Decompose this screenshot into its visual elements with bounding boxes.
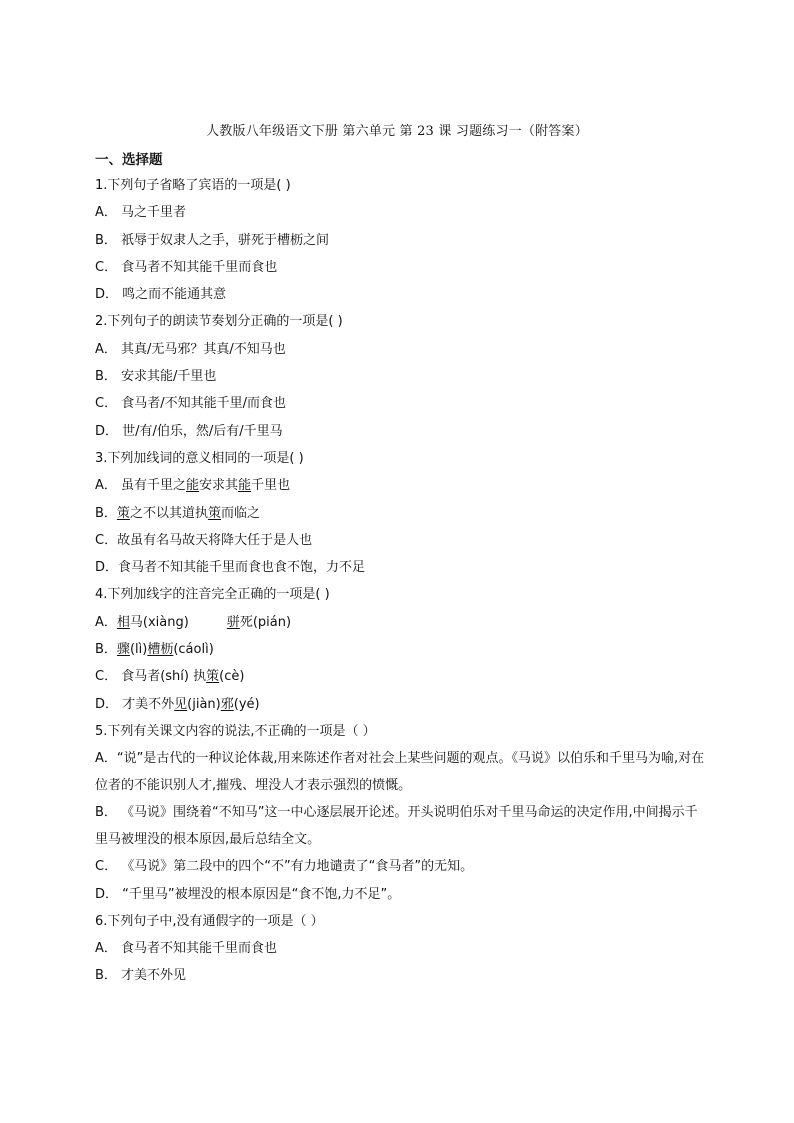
- question-list: [95, 172, 705, 990]
- underlined-word: 槽枥: [147, 642, 174, 658]
- question-1-stem: 1.下列句子省略了宾语的一项是( ): [95, 178, 291, 193]
- question-6-option-a: A． 食马者不知其能千里而食也: [95, 941, 278, 957]
- question-5-option-d: D． “千里马”被埋没的根本原因是“食不饱,力不足”。: [95, 886, 401, 902]
- underlined-word: 邪: [220, 696, 234, 712]
- question-1-option-b: B． 祇辱于奴隶人之手，骈死于槽枥之间: [95, 232, 330, 248]
- question-4-option-a: A．相马(xiàng) 骈死(pián): [95, 614, 292, 630]
- question-5-stem: 5.下列有关课文内容的说法,不正确的一项是（ ）: [95, 723, 376, 739]
- question-4-stem: 4.下列加线字的注音完全正确的一项是( ): [95, 587, 330, 603]
- question-1-option-d: D． 鸣之而不能通其意: [95, 287, 227, 303]
- question-5-option-c: C． 《马说》第二段中的四个“不”有力地谴责了“食马者”的无知。: [95, 859, 474, 875]
- underlined-word: 能: [238, 478, 252, 494]
- question-6-option-b: B． 才美不外见: [95, 968, 187, 984]
- question-1-option-a: A． 马之千里者: [95, 205, 187, 221]
- question-1-option-c: C． 食马者不知其能千里而食也: [95, 259, 278, 275]
- question-3-option-d: D．食马者不知其能千里而食也食不饱，力不足: [95, 560, 366, 576]
- question-2-option-b: B． 安求其能/千里也: [95, 369, 217, 385]
- underlined-word: 策: [207, 505, 221, 521]
- underlined-word: 策: [116, 505, 130, 521]
- section-heading: 一、选择题: [95, 152, 163, 168]
- underlined-word: 见: [174, 696, 188, 712]
- underlined-word: 骈: [226, 614, 240, 630]
- underlined-word: 相: [116, 614, 130, 630]
- question-3-option-a: A． 虽有千里之能安求其能千里也: [95, 478, 291, 494]
- question-5-option-a: A．“说”是古代的一种议论体裁,用来陈述作者对社会上某些问题的观点。《马说》以伯乐和千里马为喻,对在位者的不能识别人才,摧残、埋没人才表示强烈的愤慨。: [95, 751, 705, 794]
- page-title: 人教版八年级语文下册 第六单元 第 23 课 习题练习一（附答案）: [206, 124, 588, 139]
- question-2-option-a: A． 其真/无马邪？其真/不知马也: [95, 341, 286, 357]
- question-4-option-d: D． 才美不外见(jiàn)邪(yé): [95, 696, 260, 712]
- question-3-stem: 3.下列加线词的意义相同的一项是( ): [95, 450, 304, 466]
- question-2-stem: 2.下列句子的朗读节奏划分正确的一项是( ): [95, 314, 343, 330]
- question-2-option-d: D． 世/有/伯乐，然/后有/千里马: [95, 423, 283, 439]
- question-5-option-b: B． 《马说》围绕着“不知马”这一中心逐层展开论述。开头说明伯乐对千里马命运的决定作用,中间揭示千里马被埋没的根本原因,最后总结全文。: [95, 805, 698, 848]
- question-4-option-b: B．骤(lì)槽枥(cáolì): [95, 642, 214, 658]
- underlined-word: 策: [206, 669, 220, 685]
- question-6-stem: 6.下列句子中,没有通假字的一项是（ ）: [95, 913, 324, 929]
- underlined-word: 骤: [116, 642, 130, 658]
- question-2-option-c: C． 食马者/不知其能千里/而食也: [95, 396, 286, 412]
- question-3-option-b: B．策之不以其道执策而临之: [95, 505, 260, 521]
- question-4-option-c: C． 食马者(shí) 执策(cè): [95, 669, 245, 685]
- question-3-option-c: C．故虽有名马故天将降大任于是人也: [95, 532, 313, 548]
- underlined-word: 能: [186, 478, 200, 494]
